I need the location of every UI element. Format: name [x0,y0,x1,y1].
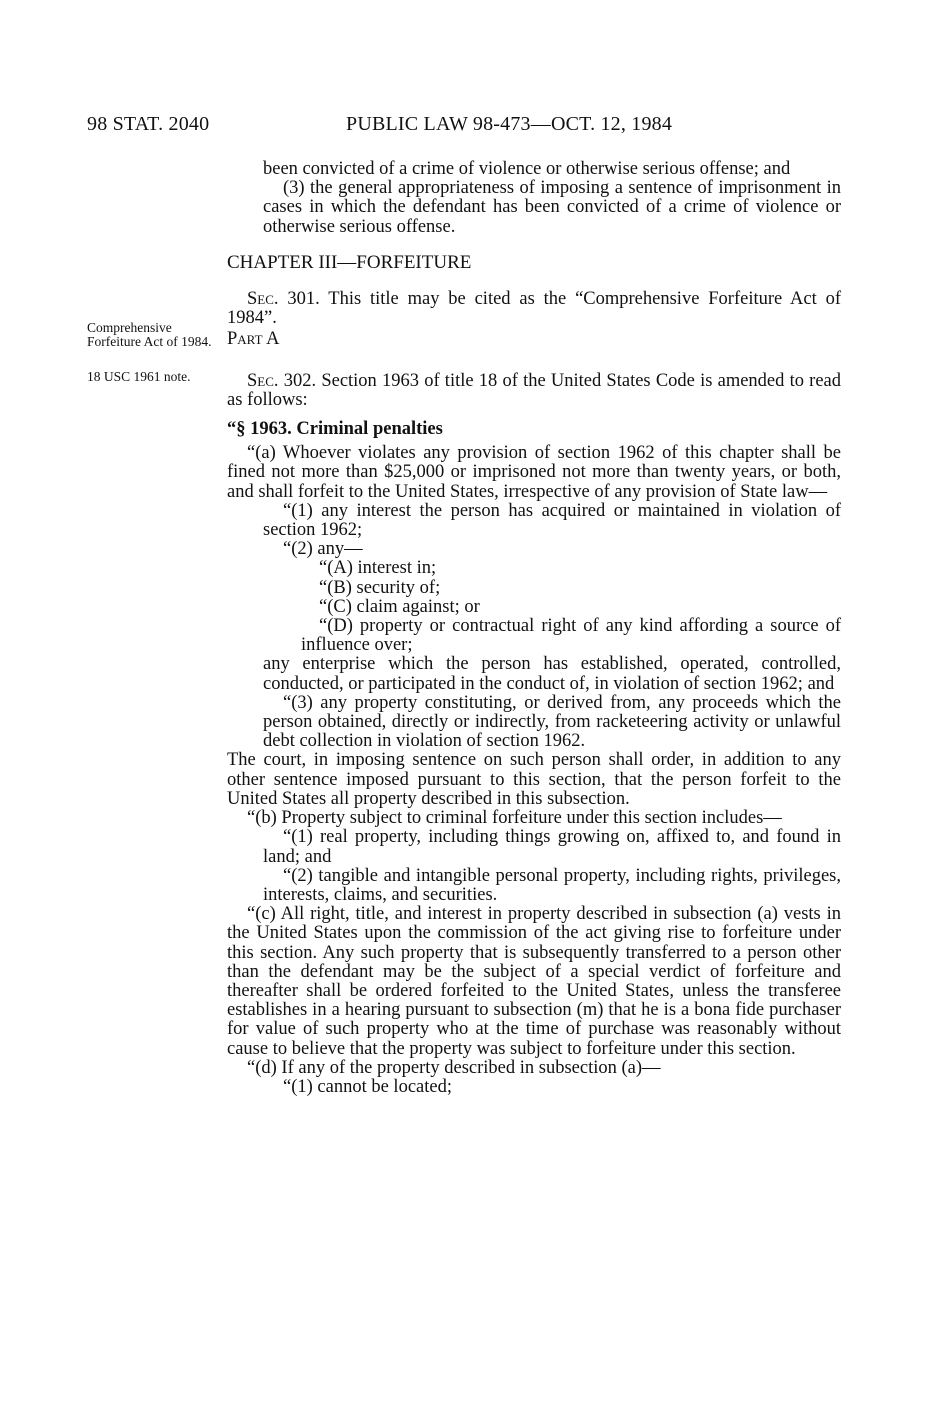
paragraph-continued: been convicted of a crime of violence or otherwise serious offense; and [263,159,791,179]
subsection-a-3: “(3) any property constituting, or derived from, any proceeds which the person obtained, directly or indirectly, from racketeering activity or unlawful debt collection in violation of section 1962. [263,692,841,752]
subsection-a-closing: The court, in imposing sentence on such person shall order, in addition to any other sentence imposed pursuant to this section, that the person forfeit to the United States all property described in this subsection. [227,750,841,809]
subsection-b-intro: “(b) Property subject to criminal forfeiture under this section includes— [247,808,782,829]
subsection-a-2-tail: any enterprise which the person has established, operated, controlled, conducted, or participated in the conduct of, in violation of section 1962; and [263,654,841,694]
part-heading: Part A [227,329,280,350]
paragraph-item-3: (3) the general appropriateness of imposing a sentence of imprisonment in cases in which the defendant has been convicted of a crime of violence or otherwise serious offense. [263,178,841,237]
subsection-d-intro: “(d) If any of the property described in subsection (a)— [247,1057,661,1078]
section-1963-heading: “§ 1963. Criminal penalties [227,419,443,440]
subsection-a-2-D: “(D) property or contractual right of any kind affording a source of influence over; [301,616,841,656]
section-302-label: Sec. 302. [247,370,317,391]
subsection-a-2-C: “(C) claim against; or [319,596,480,617]
margin-note-usc: 18 USC 1961 note. [87,369,191,384]
body-text [227,160,841,1097]
subsection-a-2-A: “(A) interest in; [319,558,437,579]
section-301-label: Sec. 301. [247,289,320,310]
section-301 [227,290,841,328]
subsection-a-intro: “(a) Whoever violates any provision of section 1962 of this chapter shall be fined not more than $25,000 or imprisoned not more than twenty years, or both, and shall forfeit to the United States, irrespective of any provision of State law— [227,443,841,502]
section-301-text: This title may be cited as the “Comprehensive Forfeiture Act of 1984”. [227,289,841,329]
subsection-a-2: “(2) any— [283,539,363,560]
subsection-b-2: “(2) tangible and intangible personal property, including rights, privileges, interests, claims, and securities. [263,865,841,905]
running-head: PUBLIC LAW 98-473—OCT. 12, 1984 [346,113,673,135]
subsection-d-1: “(1) cannot be located; [283,1076,452,1097]
subsection-a-1: “(1) any interest the person has acquired or maintained in violation of section 1962; [263,500,841,541]
subsection-a-2-B: “(B) security of; [319,577,441,598]
subsection-b-1: “(1) real property, including things growing on, affixed to, and found in land; and [263,827,841,867]
subsection-c: “(c) All right, title, and interest in property described in subsection (a) vests in the United States upon the commission of the act giving rise to forfeiture under this section. Any such property that is subsequently transferred to a person other than the defendant may be the subject of a special verdict of forfeiture and thereafter shall be ordered forfeited to the United States, unless the transferee establishes in a hearing pursuant to subsection (m) that he is a bona fide purchaser for value of such property who at the time of purchase was reasonably without cause to believe that the property was subject to forfeiture under this section. [227,904,841,1059]
margin-note-act-name: Comprehensive Forfeiture Act of 1984. [87,320,212,349]
chapter-heading: CHAPTER III—FORFEITURE [227,251,472,273]
page-stat-citation: 98 STAT. 2040 [87,113,210,135]
section-302-text: Section 1963 of title 18 of the United States Code is amended to read as follows: [227,370,841,410]
section-302 [227,372,841,410]
